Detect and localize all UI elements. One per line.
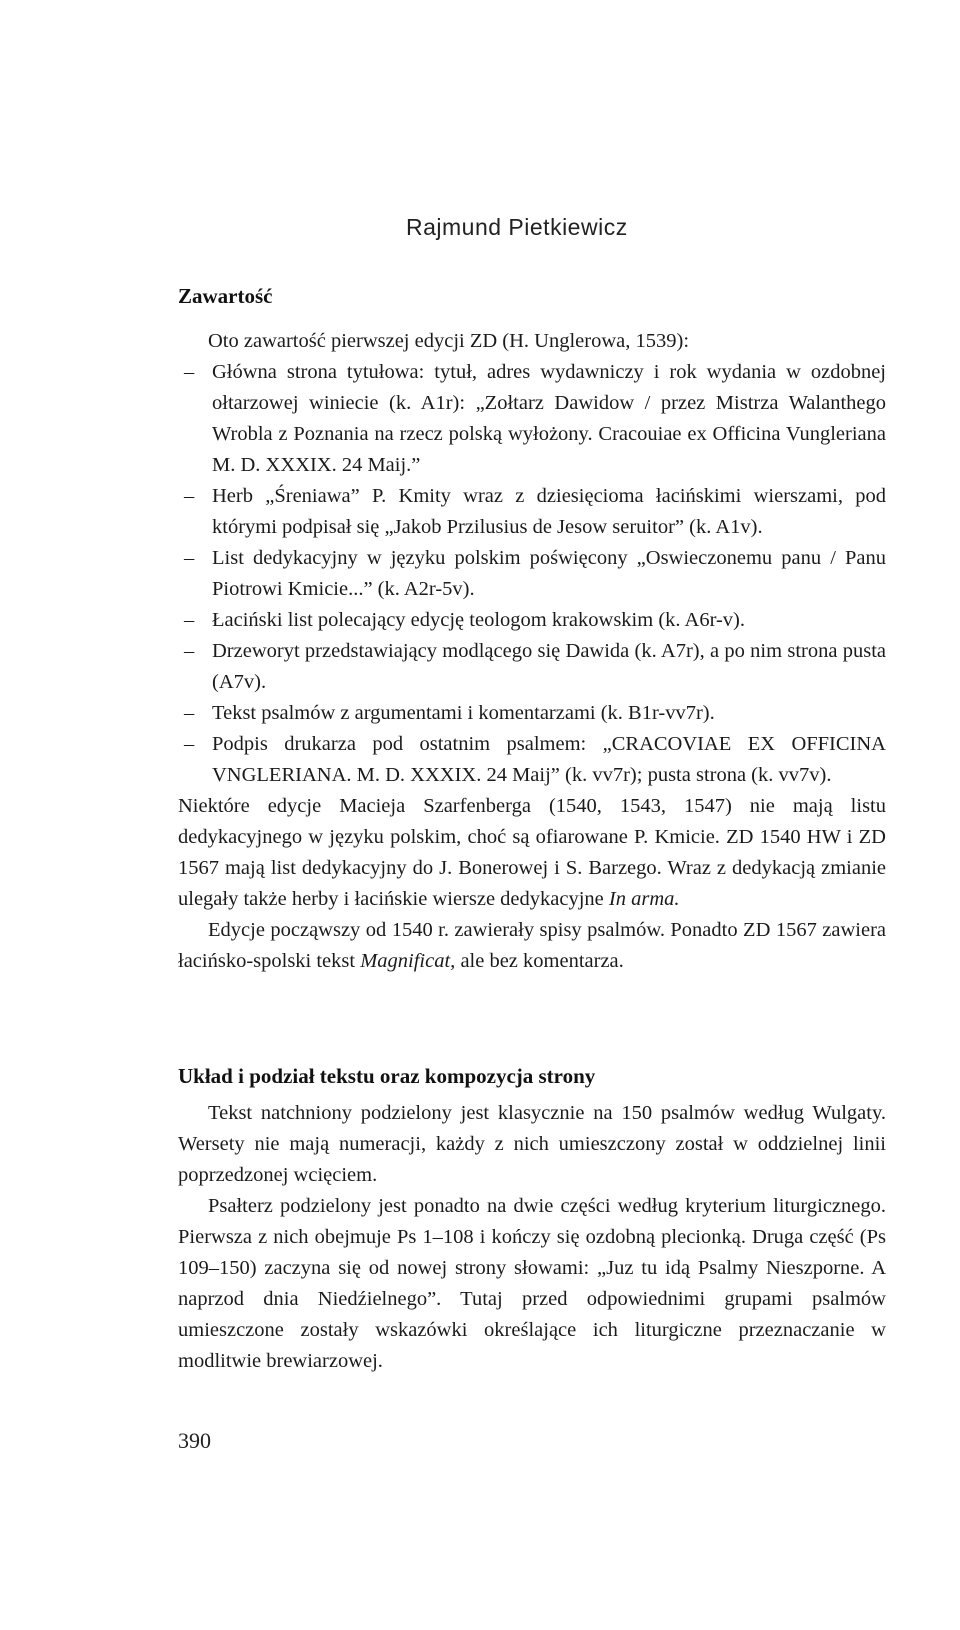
body-paragraph: Tekst natchniony podzielony jest klasycznie na 150 psalmów według Wulgaty. Wersety nie mają numeracji, każdy z nich umieszczony został w oddzielnej linii poprzedzonej wcięciem. <box>178 1102 886 1186</box>
list-dash: – <box>184 640 195 662</box>
list-dash: – <box>184 702 195 724</box>
body-paragraph <box>178 791 886 915</box>
list-item-text: Drzeworyt przedstawiający modlącego się Dawida (k. A7r), a po nim strona pusta (A7v). <box>212 640 886 693</box>
page-number: 390 <box>178 1428 211 1453</box>
contents-list <box>178 357 886 791</box>
body-paragraph <box>178 915 886 977</box>
list-item <box>178 636 886 698</box>
list-item <box>178 605 886 636</box>
list-dash: – <box>184 609 195 631</box>
list-item-text: Główna strona tytułowa: tytuł, adres wydawniczy i rok wydania w ozdobnej ołtarzowej winiecie (k. A1r): „Zołtarz Dawidow / przez Mistrza Walanthego Wrobla z Poznania na rzecz polską wyłożony. Cracouiae ex Officina Vungleriana M. D. XXXIX. 24 Maij.” <box>212 361 886 476</box>
paragraph-text: ale bez komentarza. <box>455 950 624 972</box>
list-item <box>178 729 886 791</box>
section-body-uklad <box>178 1098 886 1377</box>
list-item-text: Herb „Śreniawa” P. Kmity wraz z dziesięcioma łacińskimi wierszami, pod którymi podpisał się „Jakob Przilusius de Jesow seruitor” (k. A1v). <box>212 485 886 538</box>
intro-paragraph: Oto zawartość pierwszej edycji ZD (H. Unglerowa, 1539): <box>208 330 690 352</box>
list-dash: – <box>184 733 195 755</box>
section-heading-zawartosc: Zawartość <box>178 284 273 308</box>
body-paragraph: Psałterz podzielony jest ponadto na dwie części według kryterium liturgicznego. Pierwsza z nich obejmuje Ps 1–108 i kończy się ozdobną plecionką. Druga część (Ps 109–150) zaczyna się od nowej strony słowami: „Juz tu idą Psalmy Nieszporne. A naprzod dnia Niedźielnego”. Tutaj przed odpowiednimi grupami psalmów umieszczone zostały wskazówki określające ich liturgiczne przeznaczanie w modlitwie brewiarzowej. <box>178 1195 886 1372</box>
list-item-text: List dedykacyjny w języku polskim poświęcony „Oswieczonemu panu / Panu Piotrowi Kmicie...” (k. A2r-5v). <box>212 547 886 600</box>
list-item-text: Łaciński list polecający edycję teologom krakowskim (k. A6r-v). <box>212 609 746 631</box>
list-item <box>178 357 886 481</box>
paragraph-text: Edycje począwszy od 1540 r. zawierały spisy psalmów. Ponadto ZD 1567 zawiera łacińsko-spolski tekst <box>178 919 886 972</box>
list-item <box>178 481 886 543</box>
list-item-text: Tekst psalmów z argumentami i komentarzami (k. B1r-vv7r). <box>212 702 715 724</box>
list-item <box>178 543 886 605</box>
list-dash: – <box>184 361 195 383</box>
list-dash: – <box>184 547 195 569</box>
italic-title: Magnificat, <box>360 950 456 972</box>
paragraph-text: Niektóre edycje Macieja Szarfenberga (1540, 1543, 1547) nie mają listu dedykacyjnego w języku polskim, choć są ofiarowane P. Kmicie. ZD 1540 HW i ZD 1567 mają list dedykacyjny do J. Bonerowej i S. Barzego. Wraz z dedykacją zmianie ulegały także herby i łacińskie wiersze dedykacyjne <box>178 795 886 910</box>
list-dash: – <box>184 485 195 507</box>
running-header-author: Rajmund Pietkiewicz <box>406 214 628 240</box>
section-body-zawartosc <box>178 326 886 977</box>
italic-title: In arma. <box>608 888 680 910</box>
list-item <box>178 698 886 729</box>
section-heading-uklad: Układ i podział tekstu oraz kompozycja strony <box>178 1064 596 1088</box>
list-item-text: Podpis drukarza pod ostatnim psalmem: „CRACOVIAE EX OFFICINA VNGLERIANA. M. D. XXXIX. 24 Maij” (k. vv7r); pusta strona (k. vv7v). <box>212 733 886 786</box>
